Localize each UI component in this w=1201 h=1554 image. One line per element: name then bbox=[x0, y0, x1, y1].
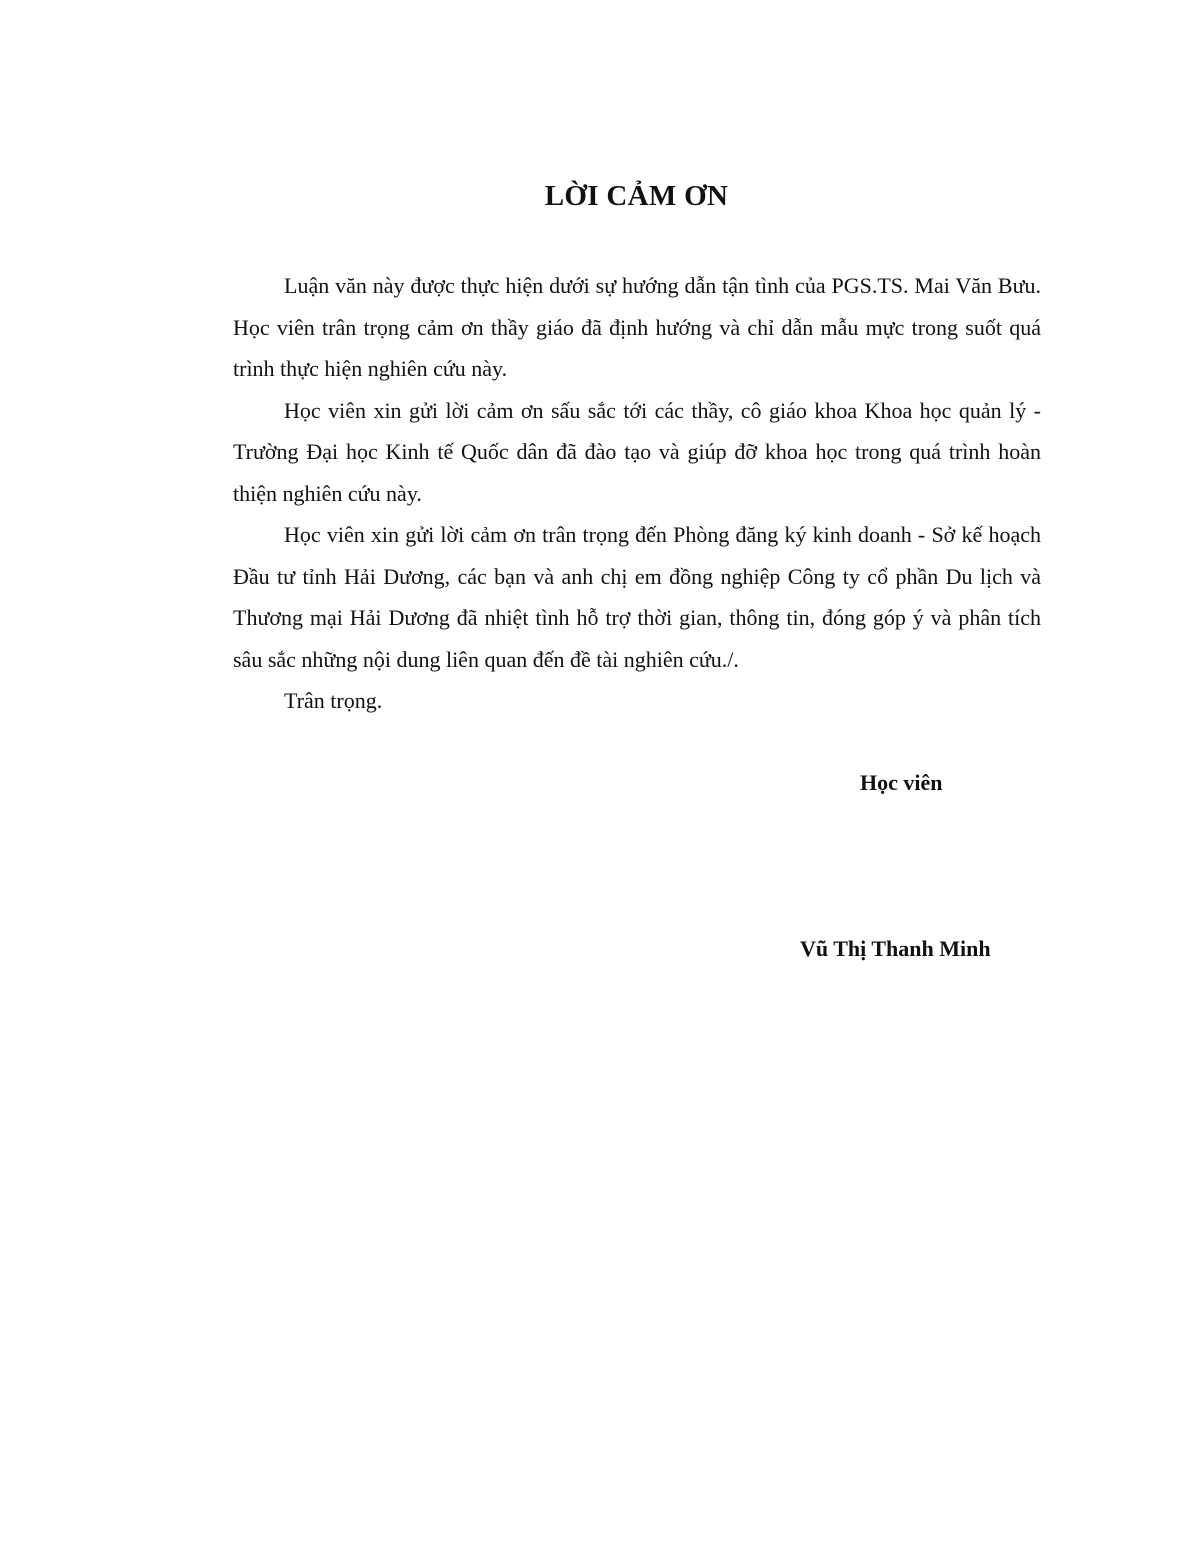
signature-role: Học viên bbox=[860, 770, 943, 795]
paragraph-2: Học viên xin gửi lời cảm ơn sấu sắc tới các thầy, cô giáo khoa Khoa học quản lý - Trường Đại học Kinh tế Quốc dân đã đào tạo và giúp đỡ khoa học trong quá trình hoàn thiện nghiên cứu này. bbox=[233, 397, 1041, 506]
paragraph-1: Luận văn này được thực hiện dưới sự hướng dẫn tận tình của PGS.TS. Mai Văn Bưu. Học viên trân trọng cảm ơn thầy giáo đã định hướng và chỉ dẫn mẫu mực trong suốt quá trình thực hiện nghiên cứu này. bbox=[233, 273, 1041, 381]
signature-name: Vũ Thị Thanh Minh bbox=[800, 936, 991, 961]
closing-line: Trân trọng. bbox=[284, 688, 383, 713]
acknowledgement-body bbox=[233, 265, 1041, 722]
paragraph-3: Học viên xin gửi lời cảm ơn trân trọng đến Phòng đăng ký kinh doanh - Sở kế hoạch Đầu tư tỉnh Hải Dương, các bạn và anh chị em đồng nghiệp Công ty cổ phần Du lịch và Thương mại Hải Dương đã nhiệt tình hỗ trợ thời gian, thông tin, đóng góp ý và phân tích sâu sắc những nội dung liên quan đến đề tài nghiên cứu./. bbox=[233, 522, 1041, 672]
page-title: LỜI CẢM ƠN bbox=[544, 180, 729, 212]
